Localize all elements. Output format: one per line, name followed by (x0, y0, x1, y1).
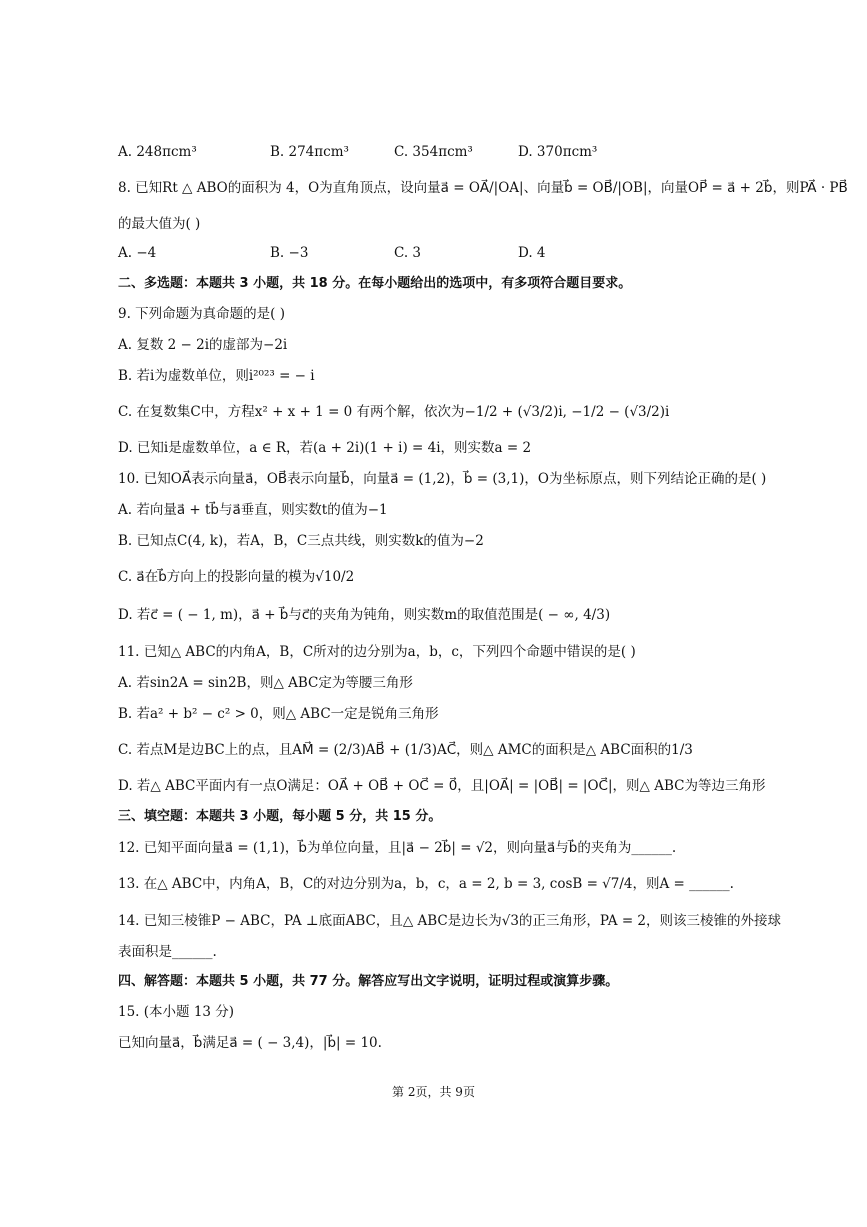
q12: 12. 已知平面向量a⃗ = (1,1)，b⃗为单位向量，且|a⃗ − 2b⃗| = √2，则向量a⃗与b⃗的夹角为______. (118, 840, 677, 856)
q8-stem-line2: 的最大值为( ) (118, 216, 201, 232)
q7-option-d: D. 370πcm³ (518, 144, 598, 160)
q14-line1: 14. 已知三棱锥P − ABC，PA ⊥底面ABC，且△ ABC是边长为√3的正三角形，PA = 2，则该三棱锥的外接球 (118, 913, 782, 929)
q9-option-c: C. 在复数集C中，方程x² + x + 1 = 0 有两个解，依次为−1/2 + (√3/2)i, −1/2 − (√3/2)i (118, 404, 670, 420)
q8-option-b: B. −3 (270, 245, 309, 261)
q10-option-a: A. 若向量a⃗ + tb⃗与a⃗垂直，则实数t的值为−1 (118, 502, 388, 518)
section2-heading: 二、多选题：本题共 3 小题，共 18 分。在每小题给出的选项中，有多项符合题目要求。 (118, 276, 632, 291)
q9-option-a: A. 复数 2 − 2i的虚部为−2i (118, 337, 288, 353)
section3-heading: 三、填空题：本题共 3 小题，每小题 5 分，共 15 分。 (118, 809, 442, 824)
q11-option-b: B. 若a² + b² − c² > 0，则△ ABC一定是锐角三角形 (118, 706, 439, 722)
q8-option-c: C. 3 (394, 245, 422, 261)
q8-option-d: D. 4 (518, 245, 546, 261)
q7-option-c: C. 354πcm³ (394, 144, 473, 160)
q7-option-a: A. 248πcm³ (118, 144, 197, 160)
q9-option-b: B. 若i为虚数单位，则i²⁰²³ = − i (118, 368, 315, 384)
q10-option-d: D. 若c⃗ = ( − 1, m)，a⃗ + b⃗与c⃗的夹角为钝角，则实数m的取值范围是( − ∞, 4/3) (118, 607, 611, 623)
q13: 13. 在△ ABC中，内角A，B，C的对边分别为a，b，c，a = 2, b = 3, cosB = √7/4，则A = ______. (118, 876, 734, 892)
page-footer: 第 2页，共 9页 (392, 1085, 475, 1099)
q14-line2: 表面积是______. (118, 944, 217, 960)
q10-stem: 10. 已知OA⃗表示向量a⃗，OB⃗表示向量b⃗，向量a⃗ = (1,2)，b⃗ = (3,1)，O为坐标原点，则下列结论正确的是( ) (118, 471, 767, 487)
q10-option-b: B. 已知点C(4, k)，若A，B，C三点共线，则实数k的值为−2 (118, 533, 484, 549)
q11-option-c: C. 若点M是边BC上的点，且AM⃗ = (2/3)AB⃗ + (1/3)AC⃗，则△ AMC的面积是△ ABC面积的1/3 (118, 742, 693, 758)
q8-option-a: A. −4 (118, 245, 157, 261)
q9-option-d: D. 已知i是虚数单位，a ∈ R，若(a + 2i)(1 + i) = 4i，则实数a = 2 (118, 440, 532, 456)
q8-stem-line1: 8. 已知Rt △ ABO的面积为 4，O为直角顶点，设向量a⃗ = OA⃗/|OA|、向量b⃗ = OB⃗/|OB|，向量OP⃗ = a⃗ + 2b⃗，则PA⃗ · PB⃗ (118, 180, 848, 196)
q15-body: 已知向量a⃗，b⃗满足a⃗ = ( − 3,4)，|b⃗| = 10. (118, 1035, 382, 1051)
q15-header: 15. (本小题 13 分) (118, 1004, 235, 1020)
q7-option-b: B. 274πcm³ (270, 144, 349, 160)
q10-option-c: C. a⃗在b⃗方向上的投影向量的模为√10/2 (118, 569, 355, 585)
q11-option-a: A. 若sin2A = sin2B，则△ ABC定为等腰三角形 (118, 675, 413, 691)
q9-stem: 9. 下列命题为真命题的是( ) (118, 306, 285, 322)
section4-heading: 四、解答题：本题共 5 小题，共 77 分。解答应写出文字说明，证明过程或演算步骤。 (118, 974, 619, 989)
q11-option-d: D. 若△ ABC平面内有一点O满足：OA⃗ + OB⃗ + OC⃗ = 0⃗，且|OA⃗| = |OB⃗| = |OC⃗|，则△ ABC为等边三角形 (118, 778, 766, 794)
q11-stem: 11. 已知△ ABC的内角A，B，C所对的边分别为a，b，c，下列四个命题中错误的是( ) (118, 644, 636, 660)
